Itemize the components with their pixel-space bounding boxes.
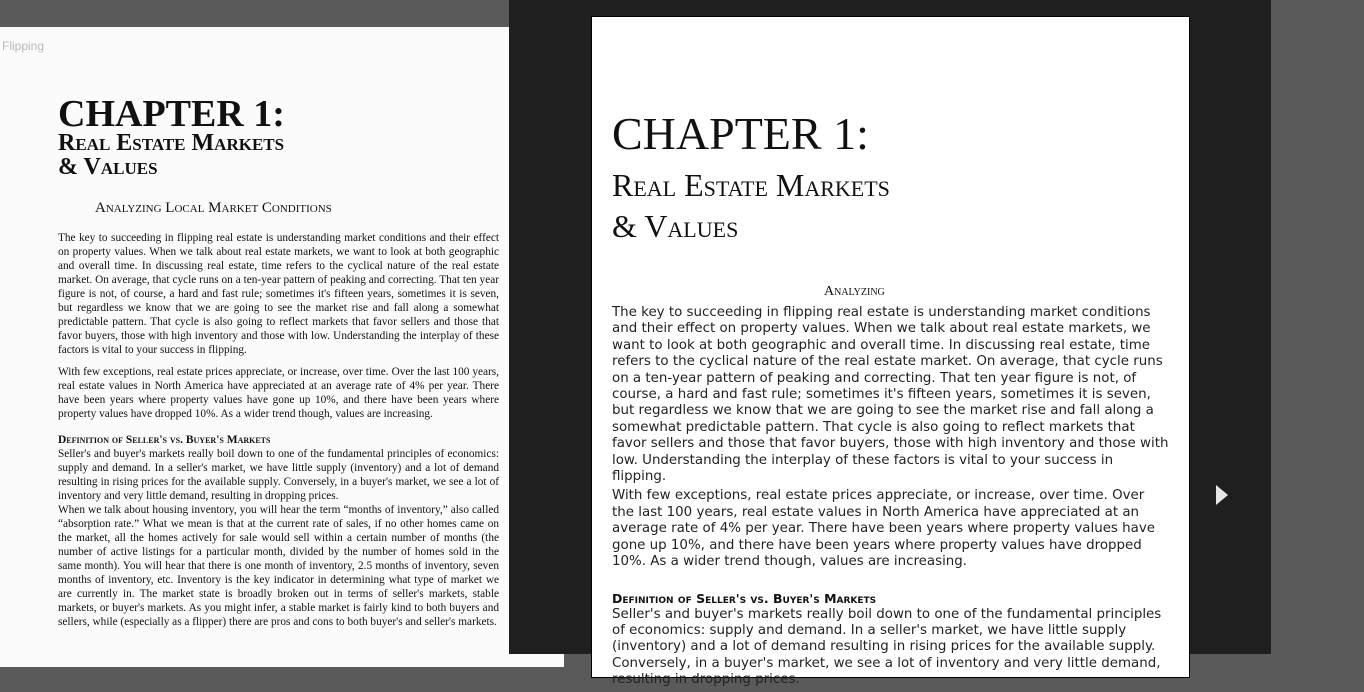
body-paragraph: Seller's and buyer's markets really boil down to one of the fundamental principles of economics: supply and demand. In a seller's market, we have little supply (inventory) and a lot of demand resulting in rising prices for the available supply. Conversely, in a buyer's market, we see a lot of inventory and very little demand, resulting in dropping prices. xyxy=(58,448,499,502)
reader-subsection-heading: Definition of Seller's vs. Buyer's Markets xyxy=(612,590,877,606)
reader-subtitle-line-2: & Values xyxy=(612,208,739,244)
next-page-button[interactable] xyxy=(1214,484,1230,506)
chapter-subtitle xyxy=(58,131,284,179)
chapter-subtitle-line-2: & Values xyxy=(58,154,158,180)
document-preview-pane[interactable] xyxy=(0,27,564,667)
reader-section-heading-clipped xyxy=(824,284,885,299)
chapter-subtitle-line-1: Real Estate Markets xyxy=(58,130,285,156)
body-paragraph: With few exceptions, real estate prices appreciate, or increase, over time. Over the last 100 years, real estate values in North America have appreciated at an average rate of 4% per year. There have been years where property values have gone up 10%, and there have been years where property values have dropped 10%. As a wider trend though, values are increasing. xyxy=(58,366,499,420)
triangle-right-icon xyxy=(1214,484,1230,506)
document-title: Flipping xyxy=(2,39,45,53)
right-gutter xyxy=(1271,0,1364,654)
body-paragraph: The key to succeeding in flipping real estate is understanding market conditions and their effect on property values. When we talk about real estate markets, we want to look at both geographic and overall time. In discussing real estate, time refers to the cyclical nature of the real estate market. On average, that cycle runs on a ten-year pattern of peaking and correcting. That ten year figure is not, of course, a hard and fast rule; sometimes it's fifteen years, sometimes it is seven, but regardless we know that we are going to see the market rise and fall along a somewhat predictable pattern. That cycle is also going to reflect markets that favor sellers and those that favor buyers, those with high inventory and those with low. Understanding the interplay of these factors is vital to your success in flipping. xyxy=(58,232,499,356)
reader-body xyxy=(612,305,1170,692)
body-paragraph: When we talk about housing inventory, you will hear the term “months of inventory,” also called “absorption rate.” What we mean is that at the current rate of sales, if no other homes came on the market, all the homes actively for sale would sell within a certain number of months (the number of active listings for a particular month, divided by the number of homes sold in the same month). You will hear that there is one month of inventory, 2.5 months of inventory, seven months of inventory, etc. Inventory is the key indicator in determining what type of market we are currently in. The market state is broadly broken out in terms of seller's markets, stable markets, or buyer's markets. As you might infer, a stable market is fairly kind to both buyers and sellers, while (especially as a flipper) there are pros and cons to both buyer's and seller's markets. xyxy=(58,504,499,628)
reader-page[interactable] xyxy=(591,16,1190,688)
reader-chapter-subtitle xyxy=(612,165,890,247)
subsection-heading: Definition of Seller's vs. Buyer's Markets xyxy=(58,434,271,446)
reader-subtitle-line-1: Real Estate Markets xyxy=(612,167,890,203)
reader-chapter-heading: CHAPTER 1: xyxy=(612,108,869,159)
document-body xyxy=(58,231,499,629)
reader-paragraph: With few exceptions, real estate prices appreciate, or increase, over time. Over the last 100 years, real estate values in North America have appreciated at an average rate of 4% per year. There have been years where property values have gone up 10%, and there have been years where property values have dropped 10%. As a wider trend though, values are increasing. xyxy=(612,488,1156,570)
chapter-heading: CHAPTER 1: xyxy=(58,93,285,135)
section-heading: Analyzing Local Market Conditions xyxy=(95,200,332,216)
reader-paragraph: Seller's and buyer's markets really boil down to one of the fundamental principles of economics: supply and demand. In a seller's market, we have little supply (inventory) and a lot of demand resulting in rising prices for the available supply. Conversely, in a buyer's market, we see a lot of inventory and very little demand, resulting in dropping prices. xyxy=(612,606,1162,688)
reader-section-heading-text: Analyzing xyxy=(824,284,885,299)
reader-paragraph: The key to succeeding in flipping real estate is understanding market conditions and their effect on property values. When we talk about real estate markets, we want to look at both geographic and overall time. In discussing real estate, time refers to the cyclical nature of the real estate market. On average, that cycle runs on a ten-year pattern of peaking and correcting. That ten year figure is not, of course, a hard and fast rule; sometimes it's fifteen years, sometimes it is seven, but regardless we know that we are going to see the market rise and fall along a somewhat predictable pattern. That cycle is also going to reflect markets that favor sellers and those that favor buyers, those with high inventory and those with low. Understanding the interplay of these factors is vital to your success in flipping. xyxy=(612,305,1169,485)
